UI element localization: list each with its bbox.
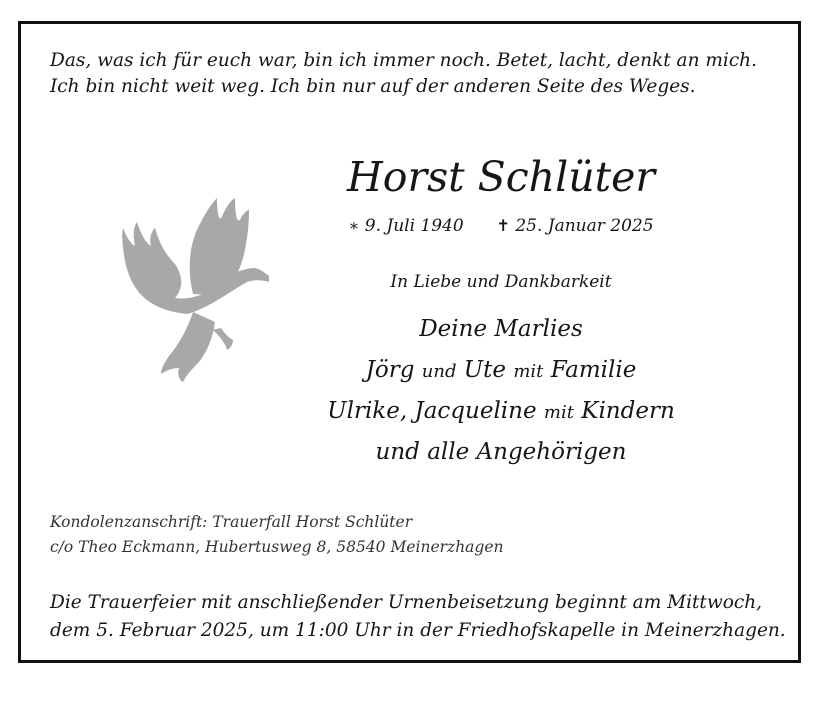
family-line-4 <box>301 437 701 467</box>
family-line-2 <box>301 355 701 387</box>
ceremony-line-1: Die Trauerfeier mit anschließender Urnenbeisetzung beginnt am Mittwoch, <box>50 592 762 613</box>
family-word: Kindern <box>581 398 675 424</box>
birth-date: 9. Juli 1940 <box>364 216 464 236</box>
family-line-4-text: und alle Angehörigen <box>375 439 627 465</box>
family-names-ulrike-jacqueline: Ulrike, Jacqueline <box>327 398 537 424</box>
death-cross-icon: ✝ <box>496 216 510 235</box>
death-date: 25. Januar 2025 <box>515 216 654 236</box>
condolence-line-1: Kondolenzanschrift: Trauerfall Horst Schlüter <box>50 513 413 531</box>
family-connector: mit <box>543 402 574 423</box>
family-line-1 <box>301 314 701 344</box>
quote-line-2: Ich bin nicht weit weg. Ich bin nur auf der anderen Seite des Weges. <box>50 76 696 97</box>
family-name-ute: Ute <box>463 357 507 383</box>
family-word: Familie <box>550 357 637 383</box>
condolence-address <box>50 510 650 560</box>
family-connector: und <box>421 361 457 382</box>
quote-text <box>50 48 780 100</box>
ceremony-notice <box>50 589 790 645</box>
family-line-1-text: Deine Marlies <box>419 316 583 342</box>
obituary-frame <box>18 21 801 663</box>
thanks-line: In Liebe und Dankbarkeit <box>390 272 612 292</box>
deceased-name: Horst Schlüter <box>347 153 655 201</box>
dove-icon <box>109 192 269 384</box>
quote-line-1: Das, was ich für euch war, bin ich immer noch. Betet, lacht, denkt an mich. <box>50 50 757 71</box>
ceremony-line-2: dem 5. Februar 2025, um 11:00 Uhr in der Friedhofskapelle in Meinerzhagen. <box>50 620 786 641</box>
condolence-line-2: c/o Theo Eckmann, Hubertusweg 8, 58540 Meinerzhagen <box>50 538 504 556</box>
life-dates <box>326 214 676 238</box>
family-line-3 <box>301 396 701 428</box>
birth-symbol: ∗ <box>348 216 360 235</box>
family-connector: mit <box>513 361 544 382</box>
family-name-joerg: Jörg <box>365 357 415 383</box>
